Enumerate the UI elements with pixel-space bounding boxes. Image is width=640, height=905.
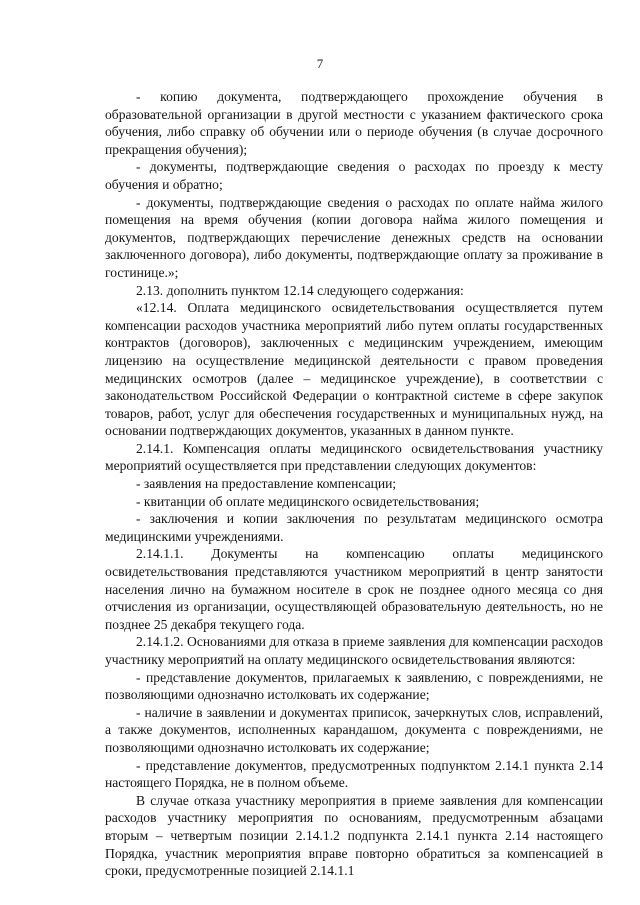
document-body — [105, 88, 603, 880]
paragraph-clause-2-14-1-1: 2.14.1.1. Документы на компенсацию оплаты медицинского освидетельствования представляются участником мероприятий в центр занятости населения лично на бумажном носителе в срок не позднее одного месяца со дня отчисления из организации, осуществляющей образовательную деятельность, но не позднее 25 декабря текущего года. — [105, 546, 603, 632]
page-number: 7 — [316, 56, 324, 71]
list-item-application: - заявления на предоставление компенсации; — [136, 476, 397, 492]
list-item-incomplete-documents: - представление документов, предусмотренных подпунктом 2.14.1 пункта 2.14 настоящего Порядка, не в полном объеме. — [105, 757, 603, 791]
list-item-corrections: - наличие в заявлении и документах приписок, зачеркнутых слов, исправлений, а также документов, исполненных карандашом, документа с повреждениями, не позволяющими однозначно истолковать их содержание; — [105, 704, 603, 755]
paragraph-clause-2-14-1-2: 2.14.1.2. Основаниями для отказа в приеме заявления для компенсации расходов участнику мероприятий на оплату медицинского освидетельствования являются: — [105, 634, 603, 667]
paragraph-clause-12-14: «12.14. Оплата медицинского освидетельствования осуществляется путем компенсации расходов участника мероприятий либо путем оплаты государственных контрактов (договоров), заключенных с медицинским учреждением, имеющим лицензию на осуществление медицинской деятельности с правом проведения медицинских осмотров (далее – медицинское учреждение), в соответствии с законодательством Российской Федерации о контрактной системе в сфере закупок товаров, работ, услуг для обеспечения государственных и муниципальных нужд, на основании подтверждающих документов, указанных в данном пункте. — [105, 300, 603, 439]
paragraph-refusal-case: В случае отказа участнику мероприятия в приеме заявления для компенсации расходов участнику мероприятия по основаниям, предусмотренным абзацами вторым – четвертым позиции 2.14.1.2 подпункта 2.14.1 пункта 2.14 настоящего Порядка, участник мероприятия вправе повторно обратиться за компенсацией в сроки, предусмотренные позицией 2.14.1.1 — [105, 792, 603, 879]
paragraph-housing-expenses: - документы, подтверждающие сведения о расходах по оплате найма жилого помещения на время обучения (копии договора найма жилого помещения и документов, подтверждающих перечисление денежных средств на основании заключенного договора), либо документы, подтверждающие оплату за проживание в гостинице.»; — [105, 194, 603, 280]
list-item-receipt: - квитанции об оплате медицинского освидетельствования; — [136, 493, 480, 509]
list-item-medical-conclusion: - заключения и копии заключения по результатам медицинского осмотра медицинскими учреждениями. — [105, 511, 603, 544]
paragraph-travel-expenses: - документы, подтверждающие сведения о расходах по проезду к месту обучения и обратно; — [105, 159, 603, 192]
paragraph-document-copy-training: - копию документа, подтверждающего прохождение обучения в образовательной организации в другой местности с указанием фактического срока обучения, либо справку об обучении или о периоде обучения (в случае досрочного прекращения обучения); — [105, 89, 603, 157]
paragraph-amendment-2-13: 2.13. дополнить пунктом 12.14 следующего содержания: — [136, 282, 464, 298]
list-item-damaged-documents: - представление документов, прилагаемых к заявлению, с повреждениями, не позволяющими однозначно истолковать их содержание; — [105, 669, 603, 703]
paragraph-clause-2-14-1: 2.14.1. Компенсация оплаты медицинского освидетельствования участнику мероприятий осуществляется при представлении следующих документов: — [105, 440, 603, 474]
